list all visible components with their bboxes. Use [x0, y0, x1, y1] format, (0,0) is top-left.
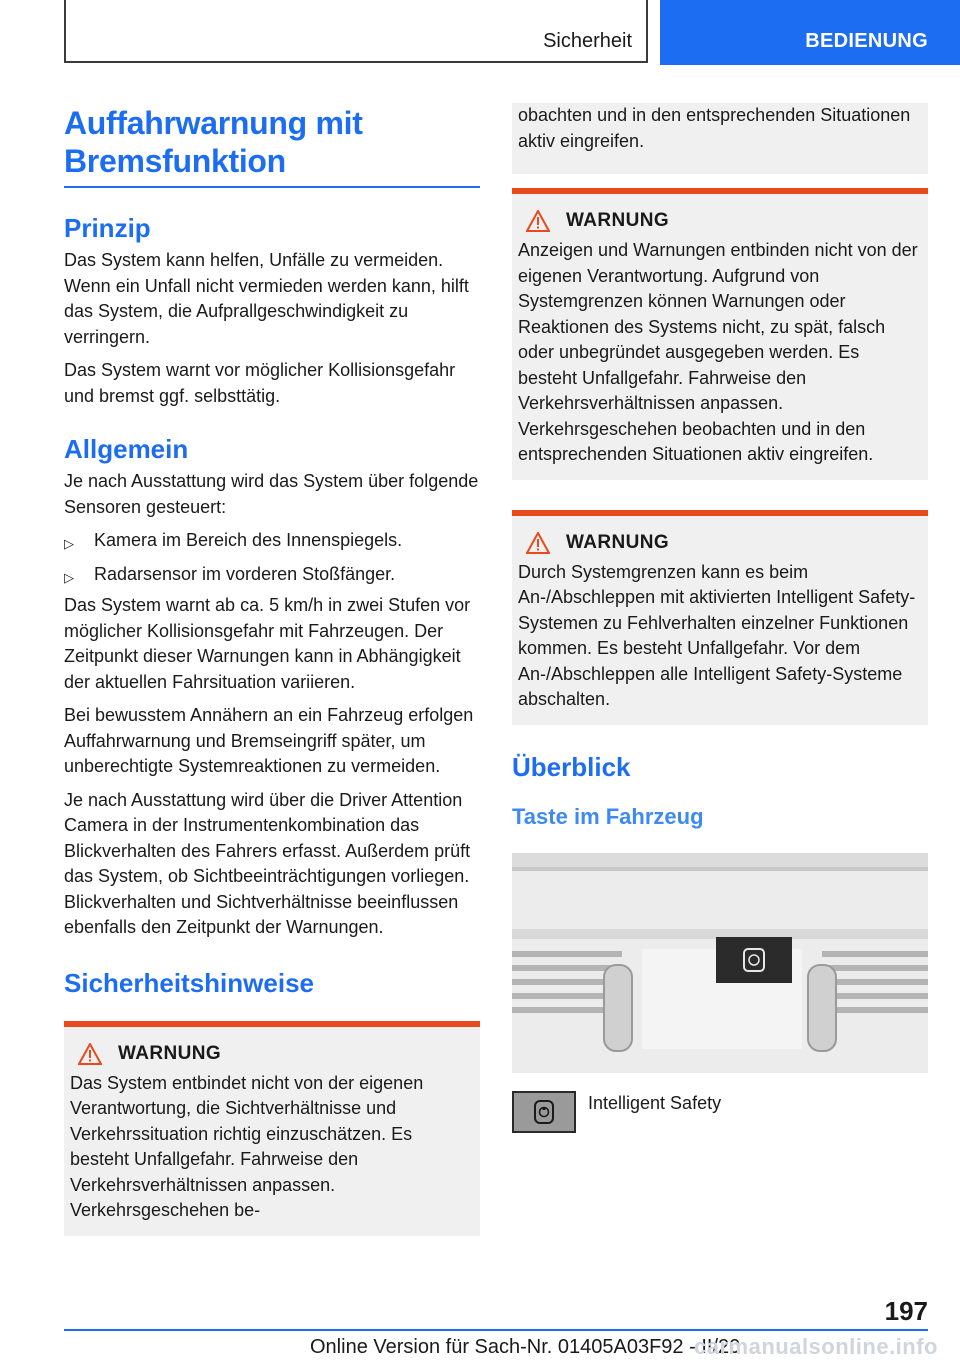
paragraph-allgemein-4: Je nach Ausstattung wird über die Driver Attention Camera in der Instrumentenkombination das Blickverhalten des Fahrers erfasst. Außerdem prüft das System, ob Sichtbeeinträchtigungen vorliegen. Blickverhalten und Sichtverhältnisse beeinflussen ebenfalls den Zeitpunkt der Warnungen. [64, 789, 471, 937]
warning-title: WARNUNG [566, 210, 670, 231]
header-chapter-tab [660, 0, 960, 65]
list-item-text: Radarsensor im vorderen Stoßfänger. [94, 563, 396, 584]
header-section-tab [64, 0, 648, 63]
page-title: Auffahrwarnung mit Bremsfunktion [64, 104, 480, 188]
header-chapter-label: BEDIENUNG [805, 30, 928, 52]
warning-box-3 [512, 510, 928, 725]
warning-title: WARNUNG [566, 531, 670, 553]
intelligent-safety-icon [533, 1099, 555, 1125]
warning-text: Anzeigen und Warnungen entbinden nicht von der eigenen Verantwortung. Aufgrund von Systemgrenzen können Warnungen oder Reaktionen des Systems nicht, zu spät, falsch oder unbegründet ausgegeben werden. Es besteht Unfallgefahr. Fahrweise den Verkehrsverhältnissen anpassen. Verkehrsgeschehen beobachten und in den entsprechenden Situationen aktiv eingreifen. [518, 240, 918, 464]
paragraph-prinzip-2: Das System warnt vor möglicher Kollisionsgefahr und bremst ggf. selbsttätig. [64, 360, 456, 406]
footer-divider [64, 1329, 928, 1331]
warning-triangle-icon [526, 210, 550, 232]
intelligent-safety-button[interactable] [512, 1091, 576, 1133]
warning-title: WARNUNG [118, 1042, 222, 1064]
warning-text-continued: obachten und in den entsprechenden Situationen aktiv eingreifen. [518, 105, 911, 151]
heading-ueberblick: Überblick [512, 751, 631, 782]
vehicle-button-photo [512, 853, 928, 1073]
right-column [512, 103, 928, 1133]
heading-prinzip: Prinzip [64, 213, 151, 243]
warning-box-1 [64, 1021, 480, 1236]
warning-box-1-continued [512, 103, 928, 174]
paragraph-allgemein-1: Je nach Ausstattung wird das System über folgende Sensoren gesteuert: [64, 471, 479, 517]
sensor-list [64, 528, 480, 587]
heading-taste: Taste im Fahrzeug [512, 803, 704, 829]
button-legend-row [512, 1091, 928, 1133]
warning-header [518, 532, 922, 554]
list-arrow-icon: ▷ [64, 536, 74, 551]
warning-text: Durch Systemgrenzen kann es beim An-/Abschleppen mit aktivierten Intelligent Safety-Systemen zu Fehlverhalten einzelner Funktionen kommen. Es besteht Unfallgefahr. Vor dem An-/Abschleppen alle Intelligent Safety-Systeme abschalten. [518, 561, 916, 709]
dashboard-illustration [512, 853, 928, 1073]
list-arrow-icon: ▷ [64, 569, 74, 585]
warning-box-2 [512, 188, 928, 480]
list-item [64, 528, 480, 554]
paragraph-allgemein-3: Bei bewusstem Annähern an ein Fahrzeug erfolgen Auffahrwarnung und Bremseingriff später, um unberechtigte Systemreaktionen zu vermeiden. [64, 705, 474, 776]
left-column [64, 104, 480, 1236]
warning-triangle-icon [526, 532, 550, 554]
heading-sicherheitshinweise: Sicherheitshinweise [64, 967, 314, 998]
watermark-text: carmanualsonline.info [694, 1334, 938, 1359]
paragraph-prinzip-1: Das System kann helfen, Unfälle zu vermeiden. Wenn ein Unfall nicht vermieden werden kann, hilft das System, die Aufprallgeschwindigkeit zu verringern. [64, 250, 469, 347]
heading-allgemein: Allgemein [64, 434, 189, 464]
header-section-label: Sicherheit [543, 30, 632, 52]
warning-header [518, 210, 922, 232]
warning-text: Das System entbindet nicht von der eigenen Verantwortung, die Sichtverhältnisse und Verkehrssituation richtig einzuschätzen. Es besteht Unfallgefahr. Fahrweise den Verkehrsverhältnissen anpassen. Verkehrsgeschehen be- [70, 1072, 424, 1220]
button-legend-label: Intelligent Safety [588, 1092, 722, 1113]
list-item-text: Kamera im Bereich des Innenspiegels. [94, 530, 403, 550]
list-item [64, 562, 480, 588]
page-number: 197 [884, 1296, 928, 1326]
warning-triangle-icon [78, 1043, 102, 1065]
footer-online-version: Online Version für Sach-Nr. 01405A03F92 - II/20 [310, 1336, 741, 1358]
paragraph-allgemein-2: Das System warnt ab ca. 5 km/h in zwei Stufen vor möglicher Kollisionsgefahr mit Fahrzeugen. Der Zeitpunkt dieser Warnungen kann in Abhängigkeit der aktuellen Fahrsituation variieren. [64, 595, 471, 692]
warning-header [70, 1043, 474, 1065]
